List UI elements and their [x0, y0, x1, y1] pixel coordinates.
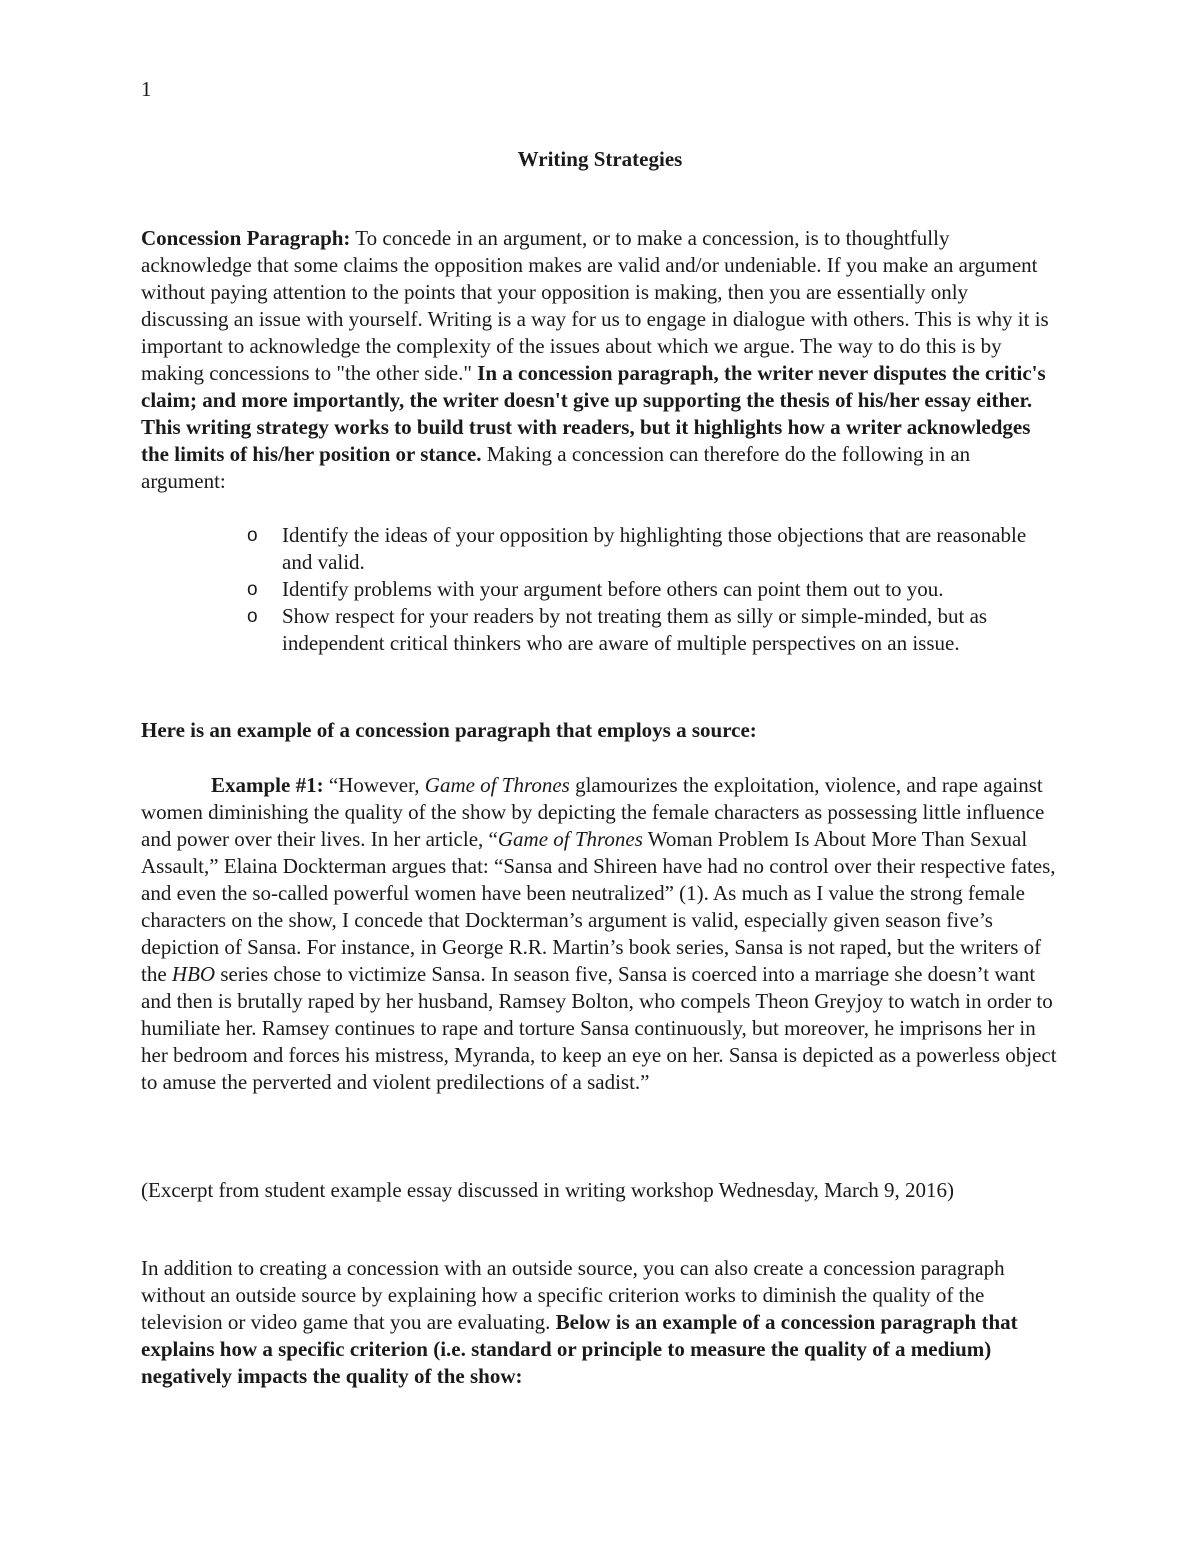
citation: (Excerpt from student example essay discussed in writing workshop Wednesday, March 9, 2016): [141, 1178, 955, 1202]
example-italic-title: Game of Thrones: [424, 773, 570, 797]
concession-text-end: Making a concession can therefore do the following in an argument:: [141, 442, 971, 493]
concession-paragraph: [141, 225, 1059, 495]
example-text: “However,: [323, 773, 425, 797]
bullet-text: Show respect for your readers by not treating them as silly or simple-minded, but as independent critical thinkers who are aware of multiple perspectives on an issue.: [282, 604, 988, 655]
example-italic-network: HBO: [171, 962, 216, 986]
bullet-marker: o: [247, 579, 258, 600]
list-item: [247, 576, 1047, 603]
example-italic-title: Game of Thrones: [497, 827, 643, 851]
example-label: Example #1:: [211, 773, 324, 797]
closing-bold-text: Below is an example of a concession paragraph that explains how a specific criterion (i.e. standard or principle to measure the quality of a medium) negatively impacts the quality of the show:: [141, 1310, 1018, 1388]
example-paragraph: [141, 772, 1059, 1096]
example-text: Woman Problem Is About More Than Sexual Assault,” Elaina Dockterman argues that: “Sansa and Shireen have had no control over their respective fates, and even the so-called powerful women have been neutralized” (1). As much as I value the strong female characters on the show, I concede that Dockterman’s argument is valid, especially given season five’s depiction of Sansa. For instance, in George R.R. Martin’s book series, Sansa is not raped, but the writers of the: [141, 827, 1056, 986]
bullet-marker: o: [247, 525, 258, 546]
closing-text: In addition to creating a concession with an outside source, you can also create a concession paragraph without an outside source by explaining how a specific criterion works to diminish the quality of the television or video game that you are evaluating.: [141, 1256, 1005, 1334]
page-number: 1: [141, 77, 152, 101]
example-text: glamourizes the exploitation, violence, and rape against women diminishing the quality of the show by depicting the female characters as possessing little influence and power over their lives. In her article, “: [141, 773, 1045, 851]
concession-bold-text: In a concession paragraph, the writer never disputes the critic's claim; and more importantly, the writer doesn't give up supporting the thesis of his/her essay either. This writing strategy works to build trust with readers, but it highlights how a writer acknowledges the limits of his/her position or stance.: [141, 361, 1046, 466]
closing-paragraph: [141, 1255, 1059, 1390]
bullet-text: Identify the ideas of your opposition by highlighting those objections that are reasonable and valid.: [282, 523, 1027, 574]
bullet-text: Identify problems with your argument before others can point them out to you.: [282, 577, 944, 601]
example-text: series chose to victimize Sansa. In season five, Sansa is coerced into a marriage she doesn’t want and then is brutally raped by her husband, Ramsey Bolton, who compels Theon Greyjoy to watch in order to humiliate her. Ramsey continues to rape and torture Sansa continuously, but moreover, he imprisons her in her bedroom and forces his mistress, Myranda, to keep an eye on her. Sansa is depicted as a powerless object to amuse the perverted and violent predilections of a sadist.”: [141, 962, 1057, 1094]
concession-text: To concede in an argument, or to make a concession, is to thoughtfully acknowledge that some claims the opposition makes are valid and/or undeniable. If you make an argument without paying attention to the points that your opposition is making, then you are essentially only discussing an issue with yourself. Writing is a way for us to engage in dialogue with others. This is why it is important to acknowledge the complexity of the issues about which we argue. The way to do this is by making concessions to "the other side.": [141, 226, 1049, 385]
list-item: [247, 522, 1047, 576]
example-heading: Here is an example of a concession paragraph that employs a source:: [141, 718, 757, 742]
list-item: [247, 603, 1047, 657]
bullet-list: [247, 522, 1047, 657]
concession-label: Concession Paragraph:: [141, 226, 351, 250]
bullet-marker: o: [247, 606, 258, 627]
page-title: Writing Strategies: [517, 147, 683, 171]
